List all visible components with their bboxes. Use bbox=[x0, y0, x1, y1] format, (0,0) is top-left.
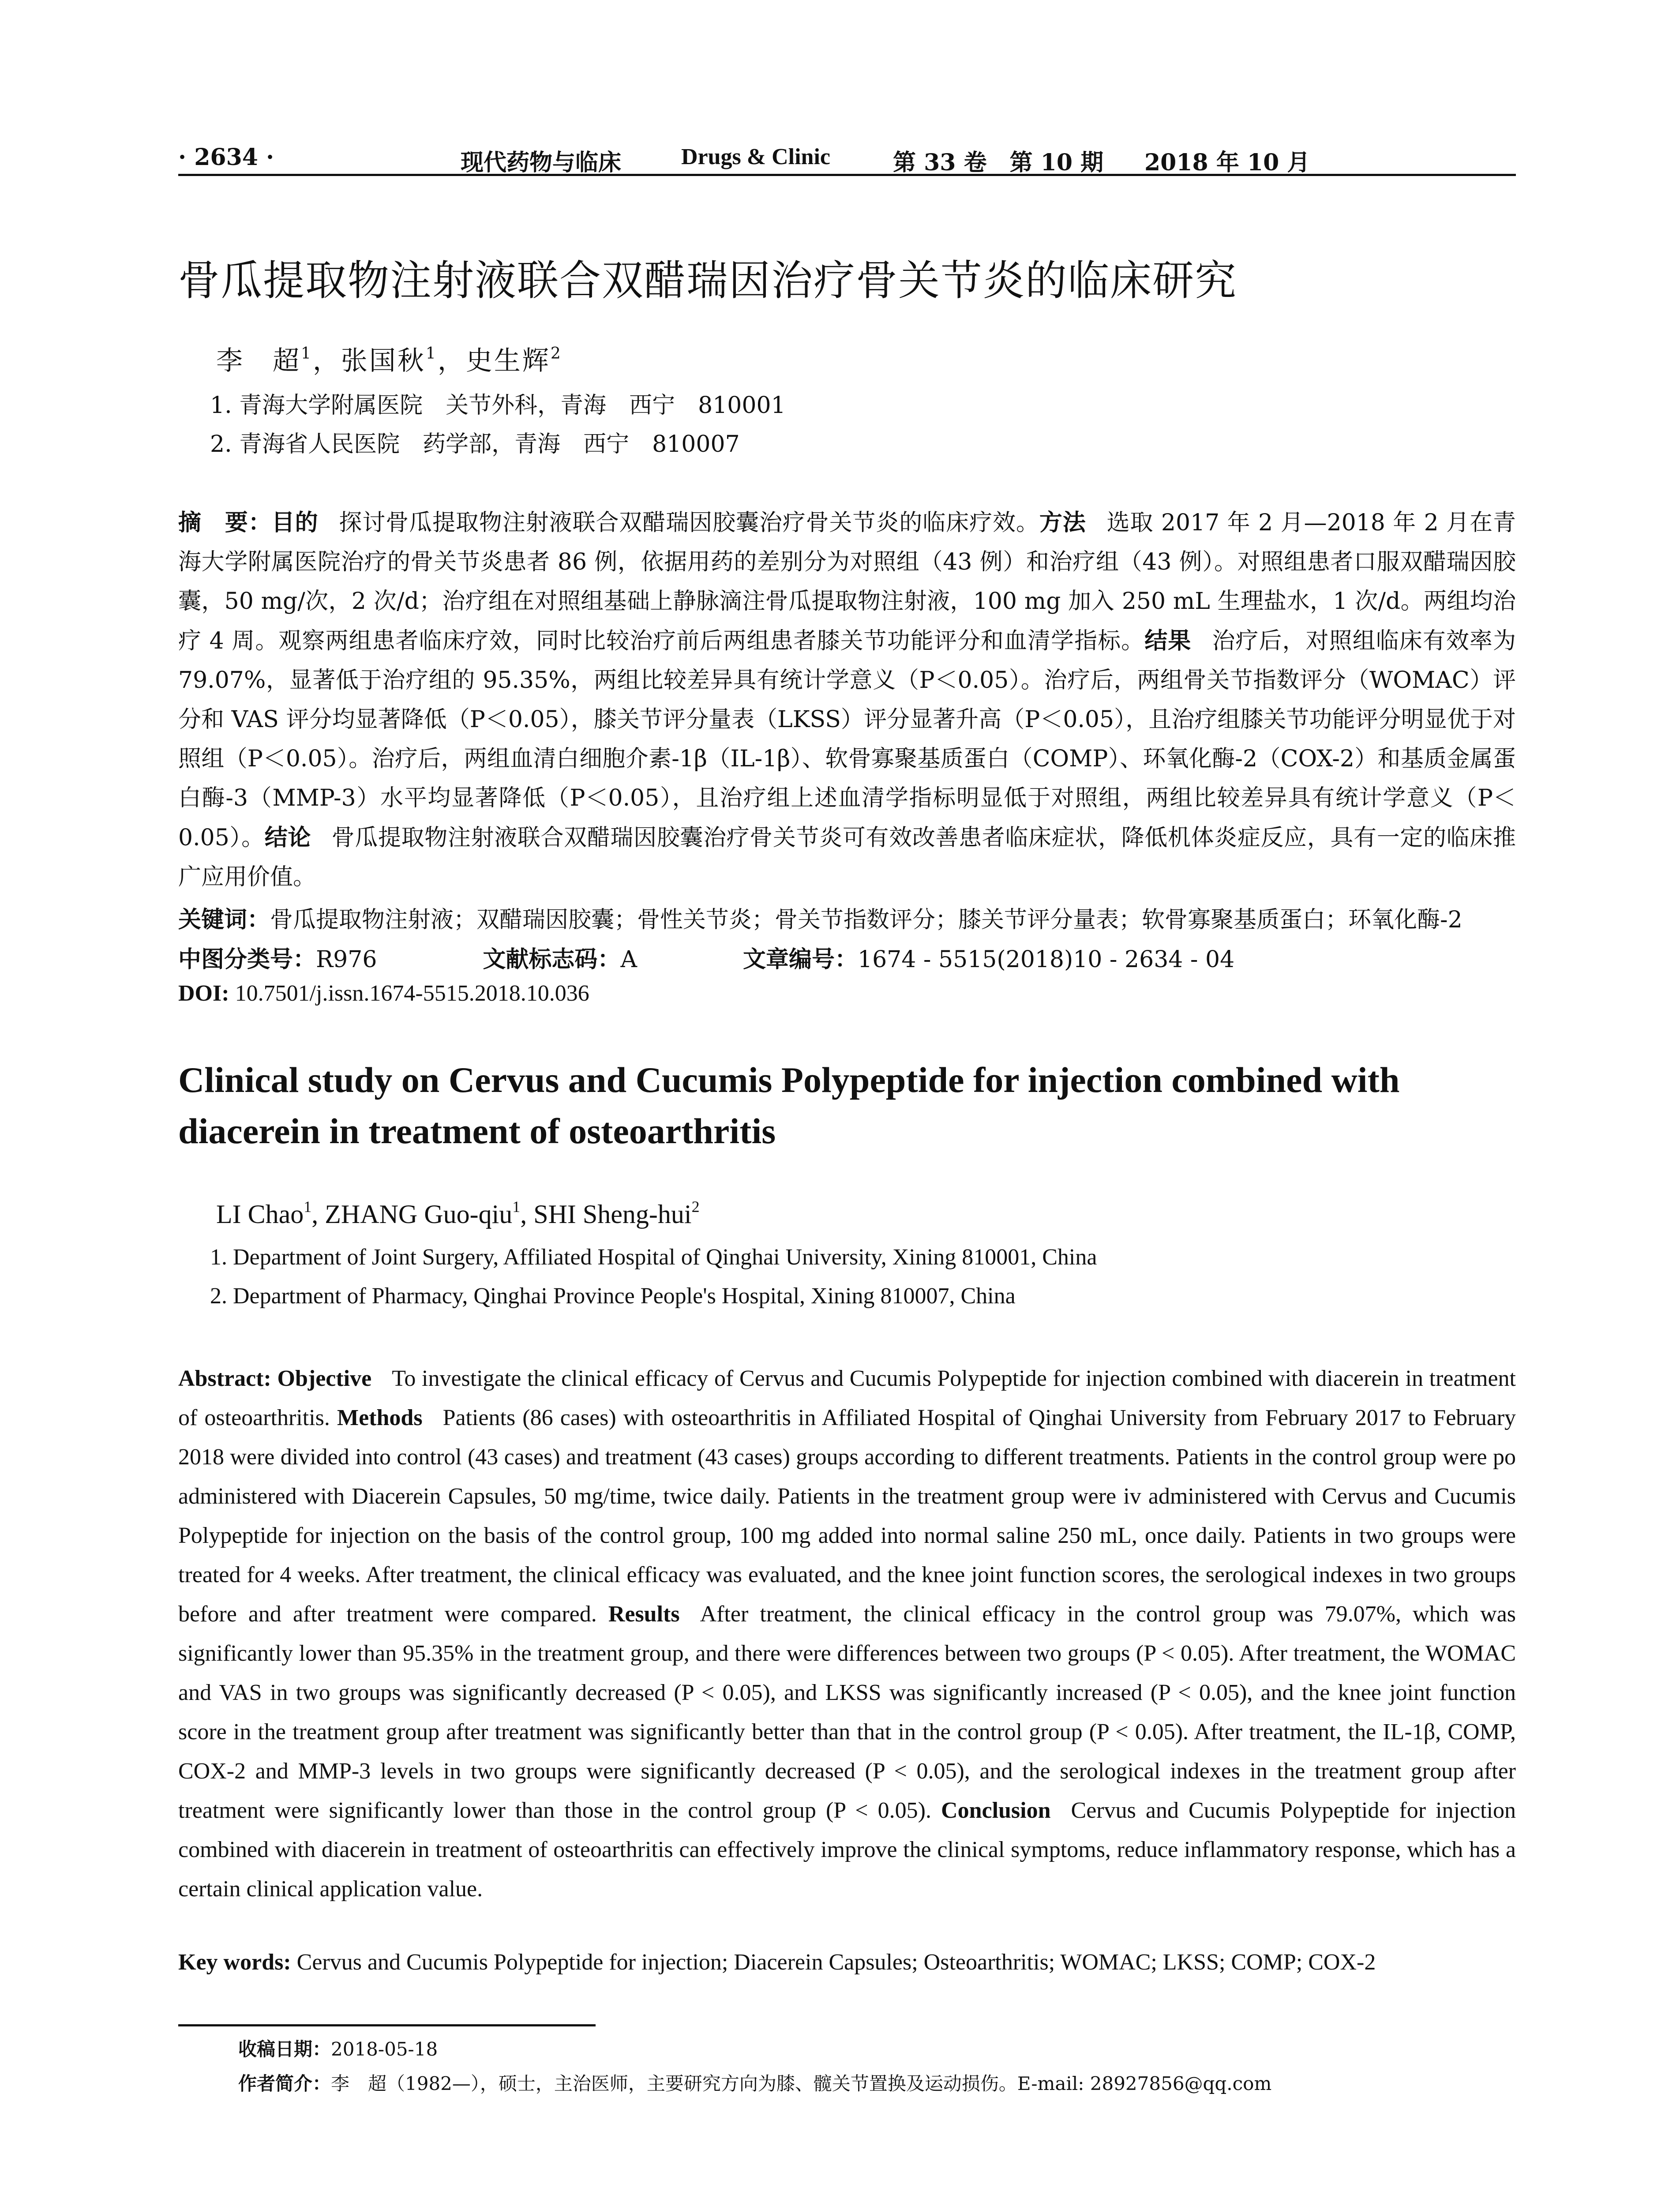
results-text: 治疗后，对照组临床有效率为 79.07%，显著低于治疗组的 95.35%，两组比较差异具有统计学意义（P＜0.05）。治疗后，两组骨关节指数评分（WOMAC）评分和 VAS 评分均显著降低（P＜0.05），膝关节评分量表（LKSS）评分显著升高（P＜0.05），且治疗组膝关节功能评分明显优于对照组（P＜0.05）。治疗后，两组血清白细胞介素-1β（IL-1β）、软骨寡聚基质蛋白（COMP）、环氧化酶-2（COX-2）和基质金属蛋白酶-3（MMP-3）水平均显著降低（P＜0.05），且治疗组上述血清学指标明显低于对照组，两组比较差异具有统计学意义（P＜0.05）。 bbox=[178, 628, 1516, 851]
authors-cn: 李 超$^1$，张国秋$^1$，史生辉$^2$ bbox=[216, 344, 562, 376]
author-sup: 2 bbox=[550, 344, 562, 363]
affiliation-en-2: 2. Department of Pharmacy, Qinghai Province People's Hospital, Xining 810007, China bbox=[210, 1283, 1016, 1309]
objective-text: To investigate the clinical efficacy of Cervus and Cucumis Polypeptide for injection combined with diacerein in treatment of osteoarthritis. bbox=[178, 1366, 1516, 1430]
methods-label: 方法 bbox=[1039, 509, 1086, 536]
keywords-text: 骨瓜提取物注射液；双醋瑞因胶囊；骨性关节炎；骨关节指数评分；膝关节评分量表；软骨寡聚基质蛋白；环氧化酶-2 bbox=[270, 907, 1462, 933]
title-en: Clinical study on Cervus and Cucumis Polypeptide for injection combined with diacerein in treatment of osteoarthritis bbox=[178, 1060, 1400, 1151]
affiliation-cn-1: 1. 青海大学附属医院 关节外科，青海 西宁 810001 bbox=[210, 392, 786, 419]
author-name: LI Chao bbox=[216, 1200, 304, 1229]
affiliation-en-1: 1. Department of Joint Surgery, Affiliated Hospital of Qinghai University, Xining 810001, China bbox=[210, 1245, 1097, 1270]
title-cn: 骨瓜提取物注射液联合双醋瑞因治疗骨关节炎的临床研究 bbox=[178, 257, 1238, 305]
abstract-label: Abstract: bbox=[178, 1366, 271, 1391]
conclusion-label: 结论 bbox=[264, 824, 311, 851]
journal-name-cn: 现代药物与临床 bbox=[461, 149, 622, 176]
author-sup: 1 bbox=[304, 1197, 312, 1216]
authors-en: LI Chao$^1$, ZHANG Guo-qiu$^1$, SHI Sheng-hui$^2$ bbox=[216, 1197, 700, 1229]
abstract-cn bbox=[178, 503, 1516, 897]
bio-value: 李 超（1982—），硕士，主治医师，主要研究方向为膝、髋关节置换及运动损伤。E-mail: 28927856@qq.com bbox=[331, 2073, 1272, 2094]
methods-text: 选取 2017 年 2 月—2018 年 2 月在青海大学附属医院治疗的骨关节炎患者 86 例，依据用药的差别分为对照组（43 例）和治疗组（43 例）。对照组患者口服双醋瑞因胶囊，50 mg/次，2 次/d；治疗组在对照组基础上静脉滴注骨瓜提取物注射液，100 mg 加入 250 mL 生理盐水，1 次/d。两组均治疗 4 周。观察两组患者临床疗效，同时比较治疗前后两组患者膝关节功能评分和血清学指标。 bbox=[178, 510, 1516, 654]
keywords-en bbox=[178, 1949, 1516, 1975]
clc-value: R976 bbox=[316, 946, 377, 973]
author-name: ZHANG Guo-qiu bbox=[325, 1200, 513, 1229]
running-header bbox=[178, 141, 1516, 176]
page-number: · 2634 · bbox=[178, 144, 274, 171]
conclusion-label: Conclusion bbox=[941, 1798, 1051, 1823]
doi-label: DOI: bbox=[178, 981, 229, 1006]
conclusion-text: 骨瓜提取物注射液联合双醋瑞因胶囊治疗骨关节炎可有效改善患者临床症状，降低机体炎症反应，具有一定的临床推广应用价值。 bbox=[178, 825, 1516, 890]
author-sup: 2 bbox=[691, 1197, 700, 1216]
bio-label: 作者简介： bbox=[238, 2073, 331, 2094]
author-name: 史生辉 bbox=[465, 345, 551, 376]
conclusion-text: Cervus and Cucumis Polypeptide for injection combined with diacerein in treatment of osteoarthritis can effectively improve the clinical symptoms, reduce inflammatory response, which has a certain clinical application value. bbox=[178, 1798, 1516, 1902]
keywords-cn bbox=[178, 901, 1516, 934]
issue-date: 2018 年 10 月 bbox=[1144, 149, 1310, 176]
received-date bbox=[238, 2035, 438, 2061]
article-no-label: 文章编号： bbox=[743, 946, 858, 973]
footnote-divider bbox=[178, 2024, 596, 2026]
affiliation-cn-2: 2. 青海省人民医院 药学部，青海 西宁 810007 bbox=[210, 431, 740, 458]
received-value: 2018-05-18 bbox=[331, 2038, 438, 2060]
author-name: 李 超 bbox=[216, 345, 301, 376]
doi-value: 10.7501/j.issn.1674-5515.2018.10.036 bbox=[235, 981, 589, 1006]
results-text: After treatment, the clinical efficacy in the control group was 79.07%, which was significantly lower than 95.35% in the treatment group, and there were differences between two groups (P < 0.05). After treatment, the WOMAC and VAS in two groups was significantly decreased (P < 0.05), and LKSS was significantly increased (P < 0.05), and the knee joint function score in the treatment group after treatment was significantly better than that in the control group (P < 0.05). After treatment, the IL-1β, COMP, COX-2 and MMP-3 levels in two groups were significantly decreased (P < 0.05), and the serological indexes in the treatment group after treatment were significantly lower than those in the control group (P < 0.05). bbox=[178, 1602, 1516, 1823]
article-no-value: 1674 - 5515(2018)10 - 2634 - 04 bbox=[858, 946, 1235, 973]
volume-issue: 第 33 卷 第 10 期 bbox=[893, 149, 1104, 176]
abstract-label: 摘 要： bbox=[178, 509, 272, 536]
keywords-text: Cervus and Cucumis Polypeptide for injection; Diacerein Capsules; Osteoarthritis; WOMAC; LKSS; COMP; COX-2 bbox=[296, 1950, 1376, 1975]
doc-code-value: A bbox=[620, 946, 637, 973]
classification-line bbox=[178, 941, 1234, 974]
objective-label: Objective bbox=[277, 1366, 372, 1391]
objective-label: 目的 bbox=[271, 509, 319, 536]
objective-text: 探讨骨瓜提取物注射液联合双醋瑞因胶囊治疗骨关节炎的临床疗效。 bbox=[338, 510, 1039, 536]
author-sup: 1 bbox=[425, 344, 438, 363]
author-sup: 1 bbox=[301, 344, 313, 363]
methods-text: Patients (86 cases) with osteoarthritis in Affiliated Hospital of Qinghai University from February 2017 to February 2018 were divided into control (43 cases) and treatment (43 cases) groups according to different treatments. Patients in the control group were po administered with Diacerein Capsules, 50 mg/time, twice daily. Patients in the treatment group were iv administered with Cervus and Cucumis Polypeptide for injection on the basis of the control group, 100 mg added into normal saline 250 mL, once daily. Patients in two groups were treated for 4 weeks. After treatment, the clinical efficacy was evaluated, and the knee joint function scores, the serological indexes in two groups before and after treatment were compared. bbox=[178, 1405, 1516, 1627]
clc-label: 中图分类号： bbox=[178, 946, 316, 973]
received-label: 收稿日期： bbox=[238, 2038, 331, 2060]
author-sup: 1 bbox=[512, 1197, 521, 1216]
doc-code-label: 文献标志码： bbox=[483, 946, 621, 973]
keywords-label: Key words: bbox=[178, 1950, 291, 1975]
journal-name-en: Drugs & Clinic bbox=[681, 144, 830, 169]
author-name: 张国秋 bbox=[341, 345, 426, 376]
methods-label: Methods bbox=[337, 1405, 423, 1430]
doi-line bbox=[178, 980, 589, 1006]
keywords-label: 关键词： bbox=[178, 906, 270, 933]
results-label: 结果 bbox=[1144, 627, 1192, 654]
author-bio bbox=[238, 2069, 1271, 2096]
abstract-en bbox=[178, 1359, 1516, 1909]
results-label: Results bbox=[608, 1602, 680, 1627]
author-name: SHI Sheng-hui bbox=[533, 1200, 692, 1229]
